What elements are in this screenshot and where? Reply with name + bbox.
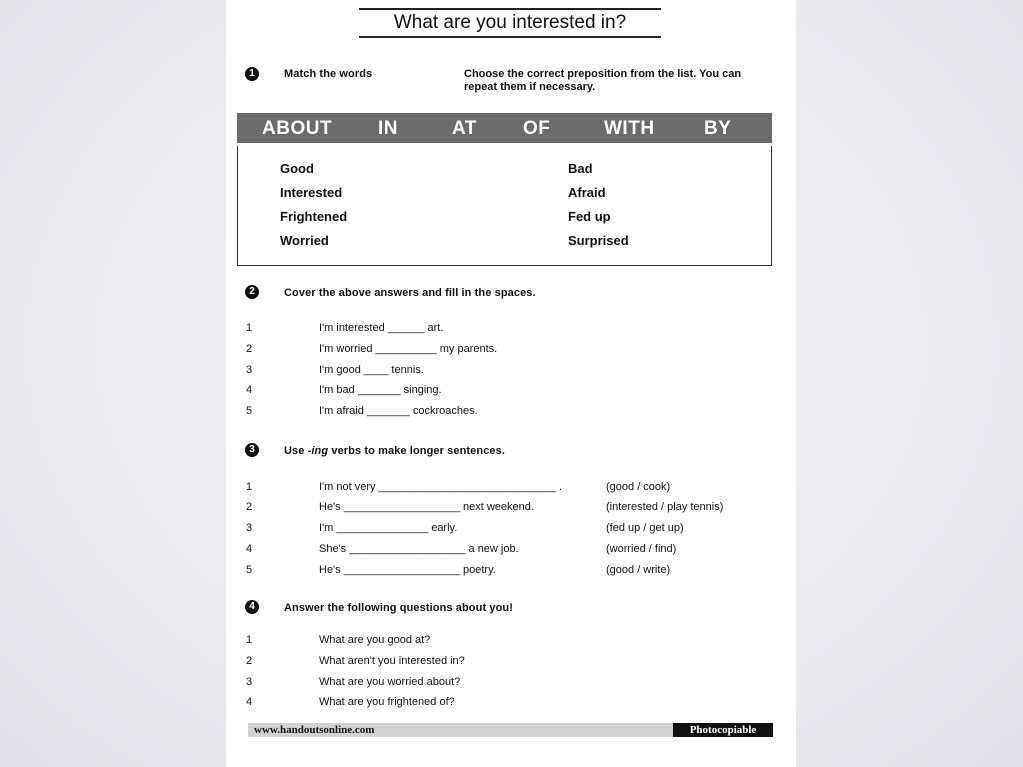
item-number: 4 [246,543,253,555]
section-3-label-em: -ing [307,445,329,457]
item-number: 1 [246,322,253,334]
hint: (interested / play tennis) [606,501,724,513]
item-number: 5 [246,405,253,417]
fill-sentence: He's ___________________ next weekend. [319,501,534,513]
item-number: 3 [246,522,253,534]
footer-bar [248,723,773,737]
preposition-bar [237,113,772,146]
item-number: 4 [246,696,253,708]
section-1-number: 1 [245,67,259,81]
item-number: 3 [246,676,253,688]
item-number: 4 [246,384,253,396]
section-3-number: 3 [245,443,259,457]
section-3-label-pre: Use [284,445,308,457]
word-left: Worried [280,233,329,248]
preposition: OF [523,118,551,139]
worksheet-page [226,0,796,767]
item-number: 1 [246,634,253,646]
section-4-label: Answer the following questions about you! [284,602,513,614]
preposition: ABOUT [262,118,333,139]
item-number: 1 [246,481,253,493]
item-number: 2 [246,655,253,667]
item-number: 2 [246,343,253,355]
fill-sentence: I'm bad _______ singing. [319,384,442,396]
fill-sentence: I'm not very _____________________________ . [319,481,563,493]
section-1-label: Match the words [284,68,373,80]
section-2-number: 2 [245,285,259,299]
section-4-number: 4 [245,600,259,614]
hint: (good / cook) [606,481,671,493]
fill-sentence: She's ___________________ a new job. [319,543,519,555]
question: What aren't you interested in? [319,655,465,667]
hint: (worried / find) [606,543,677,555]
preposition: IN [378,118,398,139]
hint: (fed up / get up) [606,522,684,534]
word-right: Fed up [568,209,611,224]
item-number: 3 [246,364,253,376]
footer-url: www.handoutsonline.com [254,724,375,736]
word-right: Surprised [568,233,629,248]
word-list-box [237,146,772,266]
fill-sentence: I'm afraid _______ cockroaches. [319,405,478,417]
fill-sentence: I'm worried __________ my parents. [319,343,498,355]
section-1-instruction: Choose the correct preposition from the list. You can repeat them if necessary. [464,68,742,93]
item-number: 2 [246,501,253,513]
item-number: 5 [246,564,253,576]
title-rule [359,8,661,38]
section-3-label [284,445,505,457]
word-left: Interested [280,185,343,200]
word-right: Afraid [568,185,606,200]
fill-sentence: I'm _______________ early. [319,522,458,534]
question: What are you good at? [319,634,431,646]
word-left: Good [280,161,314,176]
fill-sentence: I'm good ____ tennis. [319,364,424,376]
word-left: Frightened [280,209,348,224]
section-2-label: Cover the above answers and fill in the spaces. [284,287,536,299]
fill-sentence: He's ___________________ poetry. [319,564,496,576]
question: What are you frightened of? [319,696,455,708]
fill-sentence: I'm interested ______ art. [319,322,444,334]
preposition: AT [452,118,477,139]
page-title: What are you interested in? [393,12,627,33]
word-right: Bad [568,161,593,176]
preposition: BY [704,118,732,139]
hint: (good / write) [606,564,671,576]
preposition: WITH [604,118,655,139]
section-3-label-post: verbs to make longer sentences. [328,445,506,457]
question: What are you worried about? [319,676,461,688]
photocopiable-badge: Photocopiable [673,723,773,737]
